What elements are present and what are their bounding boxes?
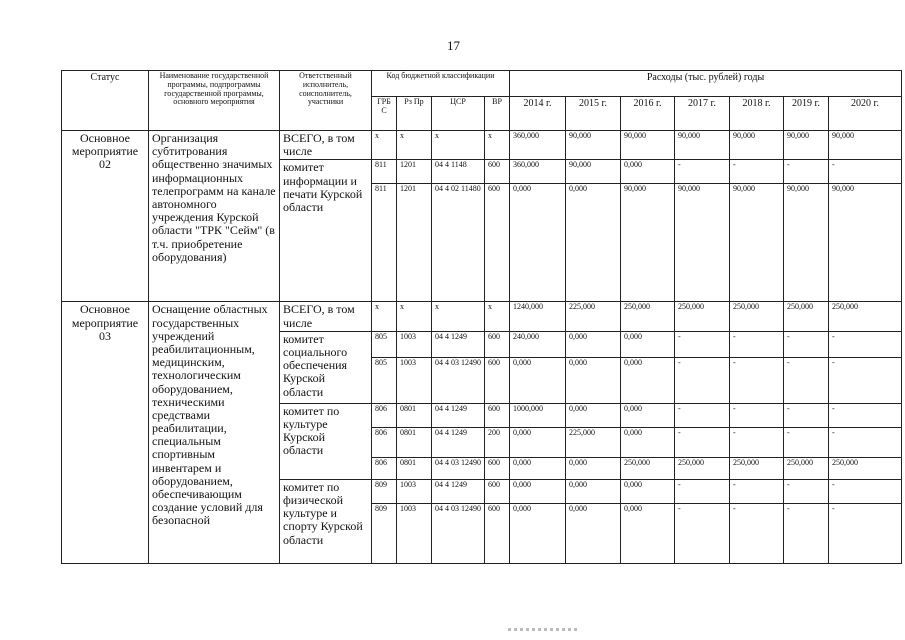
expense-value: 250,000	[730, 457, 784, 479]
expense-value: 0,000	[621, 403, 675, 427]
event-status: Основное мероприятие 02	[62, 131, 149, 302]
expense-value: -	[784, 503, 829, 563]
expense-value: -	[829, 160, 902, 184]
responsible-party: комитет социального обеспечения Курской области	[280, 331, 372, 403]
code-grbs: 805	[372, 331, 397, 357]
expense-value: 1000,000	[510, 403, 566, 427]
expense-value: 250,000	[675, 457, 730, 479]
code-rzpr: 1003	[397, 331, 432, 357]
code-vr: 200	[485, 427, 510, 457]
expense-value: -	[675, 479, 730, 503]
header-code-col: ГРБ С	[372, 97, 397, 131]
expense-value: -	[730, 479, 784, 503]
expense-value: -	[829, 403, 902, 427]
code-rzpr: 1003	[397, 357, 432, 403]
responsible-party: ВСЕГО, в том числе	[280, 131, 372, 160]
code-vr: 600	[485, 160, 510, 184]
expense-value: 0,000	[566, 479, 621, 503]
budget-table	[61, 70, 902, 564]
expense-value: -	[784, 479, 829, 503]
expense-value: -	[829, 479, 902, 503]
code-rzpr: 0801	[397, 427, 432, 457]
expense-value: 0,000	[510, 427, 566, 457]
expense-value: 0,000	[566, 457, 621, 479]
header-year: 2019 г.	[784, 97, 829, 131]
event-name: Организация субтитрования общественно значимых информационных телепрограмм на канале автономного учреждения Курской области "ТРК "Сейм" (в т.ч. приобретение оборудования)	[149, 131, 280, 302]
responsible-party: ВСЕГО, в том числе	[280, 302, 372, 331]
expense-value: -	[784, 357, 829, 403]
expense-value: 250,000	[730, 302, 784, 331]
expense-value: 0,000	[621, 427, 675, 457]
expense-value: -	[675, 357, 730, 403]
header-year: 2016 г.	[621, 97, 675, 131]
expense-value: 250,000	[675, 302, 730, 331]
expense-value: 1240,000	[510, 302, 566, 331]
code-csr: 04 4 1148	[432, 160, 485, 184]
expense-value: -	[730, 331, 784, 357]
code-grbs: 806	[372, 403, 397, 427]
expense-value: 0,000	[566, 403, 621, 427]
expense-value: -	[829, 503, 902, 563]
expense-value: 0,000	[621, 479, 675, 503]
code-vr: 600	[485, 403, 510, 427]
expense-value: 0,000	[510, 479, 566, 503]
event-status: Основное мероприятие 03	[62, 302, 149, 563]
code-csr: 04 4 03 12490	[432, 357, 485, 403]
header-name: Наименование государственной программы, подпрограммы государственной программы, основного мероприятия	[149, 71, 280, 131]
event-name: Оснащение областных государственных учреждений реабилитационным, медицинским, технологическим оборудованием, техническими средствами реабилитации, специальным спортивным инвентарем и оборудованием, обеспечивающим создание условий для безопасной	[149, 302, 280, 563]
expense-value: 90,000	[675, 184, 730, 302]
expense-value: 250,000	[829, 302, 902, 331]
expense-value: 0,000	[566, 503, 621, 563]
scan-artifact	[508, 628, 578, 631]
code-rzpr: 1003	[397, 479, 432, 503]
code-vr: 600	[485, 457, 510, 479]
header-responsible: Ответственный исполнитель, соисполнитель, участники	[280, 71, 372, 131]
expense-value: -	[784, 403, 829, 427]
expense-value: 90,000	[675, 131, 730, 160]
expense-value: 90,000	[829, 184, 902, 302]
code-vr: 600	[485, 331, 510, 357]
code-csr: 04 4 1249	[432, 403, 485, 427]
code-csr: 04 4 1249	[432, 427, 485, 457]
table-row	[62, 131, 902, 160]
expense-value: -	[675, 503, 730, 563]
table-row	[62, 302, 902, 331]
header-year: 2015 г.	[566, 97, 621, 131]
header-year: 2018 г.	[730, 97, 784, 131]
code-rzpr: x	[397, 302, 432, 331]
code-csr: 04 4 03 12490	[432, 457, 485, 479]
expense-value: 360,000	[510, 160, 566, 184]
expense-value: 225,000	[566, 427, 621, 457]
header-status: Статус	[62, 71, 149, 131]
expense-value: -	[675, 403, 730, 427]
expense-value: 90,000	[566, 160, 621, 184]
responsible-party: комитет информации и печати Курской области	[280, 160, 372, 302]
header-code-col: Рз Пр	[397, 97, 432, 131]
code-vr: x	[485, 302, 510, 331]
responsible-party: комитет по физической культуре и спорту Курской области	[280, 479, 372, 563]
expense-value: 0,000	[510, 184, 566, 302]
expense-value: -	[730, 427, 784, 457]
expense-value: -	[784, 427, 829, 457]
header-year: 2020 г.	[829, 97, 902, 131]
code-grbs: x	[372, 131, 397, 160]
expense-value: -	[730, 160, 784, 184]
expense-value: 90,000	[730, 131, 784, 160]
expense-value: -	[675, 427, 730, 457]
header-code-group: Код бюджетной классификации	[372, 71, 510, 97]
code-rzpr: 1003	[397, 503, 432, 563]
expense-value: 90,000	[621, 131, 675, 160]
expense-value: -	[675, 331, 730, 357]
expense-value: 90,000	[784, 131, 829, 160]
expense-value: -	[829, 331, 902, 357]
expense-value: 90,000	[621, 184, 675, 302]
expense-value: 0,000	[510, 457, 566, 479]
code-grbs: x	[372, 302, 397, 331]
header-code-col: ВР	[485, 97, 510, 131]
expense-value: 90,000	[784, 184, 829, 302]
expense-value: -	[730, 357, 784, 403]
page-number: 17	[447, 38, 460, 53]
code-rzpr: 0801	[397, 403, 432, 427]
code-rzpr: 1201	[397, 160, 432, 184]
expense-value: 360,000	[510, 131, 566, 160]
expense-value: 0,000	[566, 357, 621, 403]
expense-value: 0,000	[621, 331, 675, 357]
expense-value: -	[829, 427, 902, 457]
code-grbs: 806	[372, 427, 397, 457]
expense-value: 0,000	[566, 184, 621, 302]
code-grbs: 811	[372, 184, 397, 302]
expense-value: -	[784, 331, 829, 357]
code-csr: x	[432, 131, 485, 160]
expense-value: 0,000	[510, 357, 566, 403]
budget-body	[62, 131, 902, 564]
expense-value: 225,000	[566, 302, 621, 331]
expense-value: -	[730, 503, 784, 563]
code-vr: 600	[485, 479, 510, 503]
expense-value: 90,000	[730, 184, 784, 302]
code-csr: x	[432, 302, 485, 331]
code-vr: 600	[485, 503, 510, 563]
expense-value: 0,000	[621, 357, 675, 403]
header-expenses-group: Расходы (тыс. рублей) годы	[510, 71, 902, 97]
expense-value: 90,000	[829, 131, 902, 160]
expense-value: -	[730, 403, 784, 427]
header-year: 2014 г.	[510, 97, 566, 131]
code-csr: 04 4 02 11480	[432, 184, 485, 302]
expense-value: 250,000	[829, 457, 902, 479]
header-year: 2017 г.	[675, 97, 730, 131]
expense-value: -	[675, 160, 730, 184]
code-rzpr: 1201	[397, 184, 432, 302]
code-rzpr: 0801	[397, 457, 432, 479]
code-csr: 04 4 1249	[432, 479, 485, 503]
expense-value: 0,000	[566, 331, 621, 357]
code-vr: 600	[485, 184, 510, 302]
code-grbs: 809	[372, 503, 397, 563]
expense-value: 250,000	[784, 302, 829, 331]
expense-value: 0,000	[621, 160, 675, 184]
code-vr: x	[485, 131, 510, 160]
expense-value: 0,000	[510, 503, 566, 563]
code-grbs: 805	[372, 357, 397, 403]
code-grbs: 811	[372, 160, 397, 184]
expense-value: 90,000	[566, 131, 621, 160]
expense-value: 250,000	[784, 457, 829, 479]
header-code-col: ЦСР	[432, 97, 485, 131]
expense-value: 240,000	[510, 331, 566, 357]
code-csr: 04 4 1249	[432, 331, 485, 357]
responsible-party: комитет по культуре Курской области	[280, 403, 372, 479]
expense-value: 0,000	[621, 503, 675, 563]
expense-value: -	[829, 357, 902, 403]
code-grbs: 809	[372, 479, 397, 503]
code-vr: 600	[485, 357, 510, 403]
code-grbs: 806	[372, 457, 397, 479]
expense-value: -	[784, 160, 829, 184]
code-rzpr: x	[397, 131, 432, 160]
expense-value: 250,000	[621, 457, 675, 479]
expense-value: 250,000	[621, 302, 675, 331]
code-csr: 04 4 03 12490	[432, 503, 485, 563]
